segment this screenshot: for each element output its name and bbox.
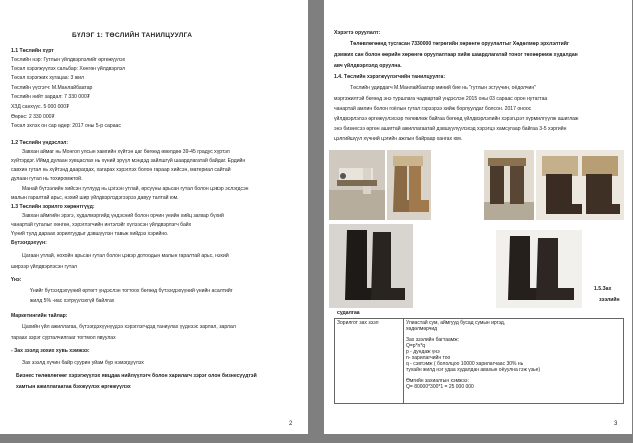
marketing-heading: Маркетингийн тайлар: [11, 313, 68, 319]
fur-boots-photo [387, 150, 431, 220]
investment-line: дэмжих сан болон өөрийн хөрөнгө оруулалтаар хийж шаардлагатай тоног төхөөрөмж худалдан [334, 52, 578, 58]
table-line: p - дундаж үнэ [406, 349, 440, 355]
market-table [334, 318, 624, 404]
section-1-1-heading: 1.1 Төслийн хүрт [11, 48, 54, 54]
project-initiator-line: Төслийн үүсгэгч: М.Манлайбаатар [11, 85, 93, 91]
table-line: q - сэвтэмж ( бололцоо 10000 харилагчаас 30% нь [406, 361, 524, 367]
price-heading: Үнэ: [11, 277, 22, 283]
project-duration-line: Төсөл хэрэгжих хугацаа: 3 жил [11, 75, 84, 81]
section-1-5-label: 1.5.Зах [594, 286, 612, 292]
product-line: ширээр үйлдвэрлэсэн гутал [11, 264, 77, 270]
product-line: Цагаан утлай, нохойн арьсан гутал болон цэвэр дотоодын малын гаралтай арьс, нэхий [22, 253, 229, 259]
table-cell-content [404, 319, 624, 404]
investment-line: авч үйлдвэрлэлд оруулна. [334, 63, 402, 69]
project-name-line: Төслийн нэр: Гутлын үйлдвэрлэлийг өргөжүүлэх [11, 57, 126, 63]
fund-financing-line: ХЗД санхүүс. 5 000 000₮ [11, 104, 70, 110]
table-line: Өмгийн захиалгын хэмжээ: [406, 378, 469, 384]
goal-line: Үүний тулд дараах зорилгуудыг дэвшүүлэн тавьж хийдээ хэрийно. [11, 231, 169, 237]
page-number: 2 [289, 421, 293, 427]
rationale-line: Манай бүтээлийн хийсэн гутлууд нь цэгээн утлай, өрсүүны арьсан гутал болон цэвэр эслэгдсэн [22, 186, 249, 192]
tall-boots-photo [496, 230, 582, 308]
product-heading: Бүтээгдэхүүн: [11, 240, 47, 246]
business-line: Бизнес төлөвлөгөөг хэрэгжүүлэх явцдаа нийлүүлэгч болон харилагч зэрэг олон бизнесүүдтэй [16, 373, 257, 379]
table-row [335, 319, 624, 404]
implementer-line: энэ бизнесээ өргөн ашигтай ажиллагаатай дэвшүүлүүлэхэд хэрэгцэ хамсугаар байгаа 3-5 хэргийн [334, 126, 567, 132]
investment-heading: Хэрэгтэ оруулалт: [334, 30, 381, 36]
table-line: Q=p*n*q [406, 343, 426, 349]
project-total-cost-line: Төслийн нийт зардал: 7 330 000₮ [11, 94, 90, 100]
project-sector-line: Төсөл хэрэгжүүлэх сальбар: Хөнгөн үйлдвэрлэл [11, 66, 126, 72]
rationale-line: хүйтэрдэг. Иймд дулаан хувцаслах нь хүний эрүүл мэндэд зайлшгүй шаардлагатай байдаг. Ердийн [11, 158, 246, 164]
implementer-line: цэлгийшүүл хүчний цэгийн ажлын байраар хангах юм. [334, 136, 463, 142]
price-line: жилд 5% -иас хэтрүүлэхгүй байлгах [30, 298, 115, 304]
price-line: Үнийг бүтээгдэхүүний өртөгт үндэслэн тогтоох бөгөөд бүтээгдэхүүний үнийн асалтийг [30, 288, 233, 294]
table-line: n- харилагчийн тоо [406, 355, 451, 361]
implementer-line: үйлдвэрлэлээ өргөжүүлэхээр төлөвлөж байгаа бөгөөд үйлдвэрлэлийн хэрэгцээт хүрмилгүүлж ашиглаж [334, 116, 579, 122]
boots-on-shelf-photo [484, 150, 534, 220]
table-line: хөдөлмөрчид [406, 326, 438, 332]
rationale-line: Завхан аймаг нь Монгол улсын хамгийн хүйтэн цаг бөгөөд өвөлдөө 39-45 градус хүртэл [22, 149, 230, 155]
leather-boots-photo [329, 224, 413, 308]
chapter-title: БҮЛЭГ 1: ТӨСЛИЙН ТАНИЛЦУУЛГА [72, 32, 193, 39]
own-funds-line: Өөрөс: 2 330 000₮ [11, 114, 55, 120]
business-line: хамтын ажиллагаатаа бэхжүүлэх өргөжүүлэх [16, 384, 131, 390]
rationale-line: малын гаралтай арьс, нэхий шир үйлдвэрлэдэгээрээ давуу талтай юм. [11, 195, 179, 201]
market-share-line: Зах зээлд хүчин байр суурин уйам бүр нэмэгдүүлэх [22, 360, 144, 366]
section-1-3-heading: 1.3 Төслийн зорилго хөрөнтгүүд: [11, 204, 95, 210]
implementer-line: Төслийн удирдагч М.Манлайбаатар миний бие нь "гутлын эсгүүчин, оёдолчин" [350, 85, 537, 91]
marketing-line: тараах зэрэг сурталчилгааг тогтмол явуулах [11, 335, 116, 341]
document-page-3 [324, 0, 632, 434]
table-line: Улиастай сум, аймгууд бусад сумын иргэд, [406, 320, 506, 326]
section-1-5-label: судалгаа [337, 310, 360, 316]
implementer-line: чанартай амлин болон гоёлын гутал гэрээрээ хийж борлуулдаг болсон. 2017 оноос [334, 106, 532, 112]
table-line: Зах зээлийн багтаамж: [406, 337, 459, 343]
goal-line: чанартай гуталыг хөнгөн, хэрэглэгчийн интэлэйг хүлээсэн үйлдвэрлэгч байх [11, 222, 192, 228]
table-line: Q= 80000*300*1 = 25 000 000 [406, 384, 474, 390]
page-number: 3 [614, 421, 618, 427]
investment-line: Төлөвлөгөөнд тусгасан 7330000 төгрөгийн хөрөнгө оруулалтыг Хөдөлмөр эрхлэлтийг [350, 41, 570, 47]
table-line: тухайн жилд нэг удаа худалдан авахын оёуулна гэж үзье) [406, 367, 541, 373]
fur-trim-boots-photo [536, 150, 624, 220]
goal-line: Завхан аймгийн эрэгэ, худалмэргийд үндэсний болон орчин үеийн хийц загвар бүхий [22, 213, 224, 219]
sewing-machine-photo [329, 150, 385, 220]
market-share-heading: - Зах зээлд зохих хувь хэмжээ: [11, 348, 90, 354]
document-page-2 [0, 0, 308, 434]
implementer-line: мэргэжилтэй бөгөөд энэ туршлага чадвартай үндэслэн 2015 оны 03 сараас орон нутагтаа [334, 96, 548, 102]
section-1-5-label: зээлийн [599, 297, 620, 303]
rationale-line: дулаан гутал нь тохиромжтой. [11, 176, 83, 182]
rationale-line: савхин гутал нь хүйтэнд даарагдах, хагарах хэрэглэх болон гараар хийсэн, материал сайтай [11, 167, 231, 173]
marketing-line: Цахийн үйл ажиллагаа, бүтээгдэхүүнүүдээ хэрэглэгчдэд таниулах үүднээс зарлал, зарлал [22, 324, 236, 330]
table-cell-label: Зорилгот зах зээл [335, 319, 404, 404]
section-1-4-heading: 1.4. Төслийн хэрэгжүүлэгчийн танилцуулга: [334, 74, 446, 80]
start-date-line: Төсөл эхлэх он сар өдөр: 2017 оны 5-р сараас [11, 123, 121, 129]
section-1-2-heading: 1.2 Төслийн үндэслэл: [11, 140, 69, 146]
